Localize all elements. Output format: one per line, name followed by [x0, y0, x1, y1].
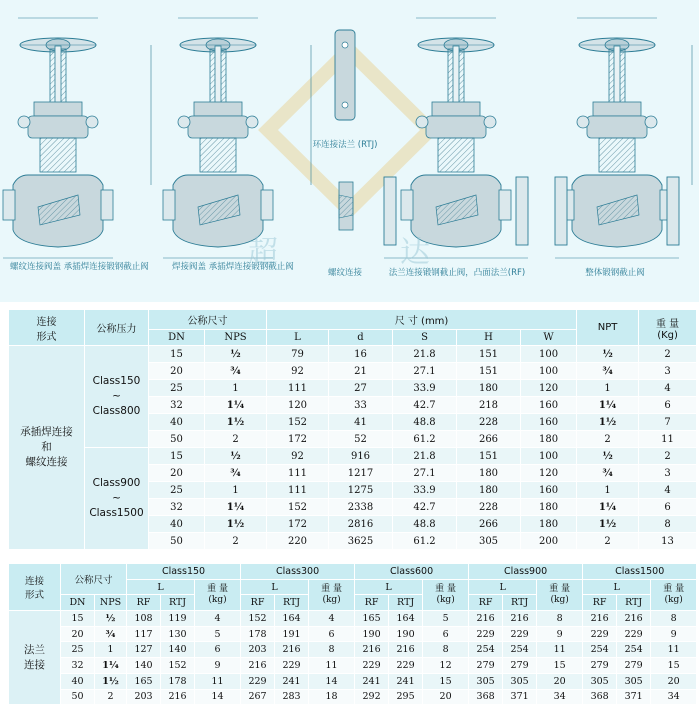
- t2-header-weight: 重 量 (kg): [309, 579, 355, 610]
- t2-header-nominal-size: 公称尺寸: [61, 564, 127, 595]
- t1-header-h: H: [457, 330, 521, 346]
- t2-cell-weight: 9: [651, 626, 697, 642]
- t1-cell-l: 172: [267, 516, 329, 533]
- t2-header-nps: NPS: [95, 595, 127, 611]
- t2-header-weight: 重 量 (kg): [537, 579, 583, 610]
- t2-cell-weight: 11: [651, 642, 697, 658]
- t2-header-weight: 重 量 (kg): [651, 579, 697, 610]
- t1-row: [9, 346, 697, 363]
- t1-header-w: W: [521, 330, 577, 346]
- flanged-dimension-table: [8, 563, 697, 705]
- t1-cell-w: 180: [521, 499, 577, 516]
- t2-header-dn: DN: [61, 595, 95, 611]
- t1-cell-weight: 11: [639, 431, 697, 448]
- t1-cell-s: 61.2: [393, 533, 457, 550]
- t2-header-rtj: RTJ: [275, 595, 309, 611]
- t2-cell-weight: 14: [195, 689, 241, 705]
- t2-header-l: L: [583, 579, 651, 595]
- t1-cell-l: 152: [267, 414, 329, 431]
- t2-cell-rtj: 229: [275, 658, 309, 674]
- t2-header-class-900: Class900: [469, 564, 583, 580]
- t1-cell-npt: 1¼: [577, 499, 639, 516]
- t2-cell-weight: 11: [537, 642, 583, 658]
- t2-header-weight: 重 量 (kg): [195, 579, 241, 610]
- t1-cell-w: 120: [521, 465, 577, 482]
- t2-cell-rtj: 164: [389, 611, 423, 627]
- t2-cell-rf: 292: [355, 689, 389, 705]
- t2-cell-rtj: 190: [389, 626, 423, 642]
- t2-cell-rf: 216: [583, 611, 617, 627]
- t2-cell-nps: 1½: [95, 673, 127, 689]
- t2-cell-rtj: 241: [389, 673, 423, 689]
- t1-cell-weight: 6: [639, 499, 697, 516]
- t1-cell-d: 1275: [329, 482, 393, 499]
- t2-row: [9, 626, 697, 642]
- t2-cell-dn: 20: [61, 626, 95, 642]
- t2-cell-rtj: 216: [617, 611, 651, 627]
- t1-cell-dn: 32: [149, 397, 205, 414]
- t1-cell-d: 1217: [329, 465, 393, 482]
- t2-cell-nps: 1¼: [95, 658, 127, 674]
- t1-pressure-group: Class150 ~ Class800: [85, 346, 149, 448]
- t1-cell-w: 160: [521, 482, 577, 499]
- t1-cell-npt: ½: [577, 448, 639, 465]
- t2-cell-rf: 140: [127, 658, 161, 674]
- valve-flanged: [384, 18, 528, 258]
- t1-cell-d: 3625: [329, 533, 393, 550]
- t2-cell-rf: 305: [469, 673, 503, 689]
- t1-header-d: d: [329, 330, 393, 346]
- t1-body: [9, 346, 697, 550]
- t2-cell-weight: 20: [537, 673, 583, 689]
- t1-cell-w: 100: [521, 363, 577, 380]
- t2-header-rtj: RTJ: [161, 595, 195, 611]
- t1-cell-npt: 1¼: [577, 397, 639, 414]
- t2-header-class-600: Class600: [355, 564, 469, 580]
- t1-header-dimensions: 尺 寸 (mm): [267, 310, 577, 330]
- t2-cell-rf: 203: [127, 689, 161, 705]
- valve-drawings-panel: [0, 0, 699, 302]
- t1-cell-dn: 25: [149, 380, 205, 397]
- t1-cell-dn: 15: [149, 346, 205, 363]
- t2-cell-weight: 11: [309, 658, 355, 674]
- t1-header-connection: 连接 形式: [9, 310, 85, 346]
- t1-cell-h: 228: [457, 499, 521, 516]
- t1-cell-d: 33: [329, 397, 393, 414]
- t2-cell-dn: 15: [61, 611, 95, 627]
- caption-integral: 整体锻钢截止阀: [585, 268, 645, 278]
- t2-cell-weight: 12: [423, 658, 469, 674]
- t1-cell-l: 172: [267, 431, 329, 448]
- t1-cell-dn: 20: [149, 363, 205, 380]
- t1-cell-w: 180: [521, 431, 577, 448]
- t1-cell-s: 27.1: [393, 363, 457, 380]
- t2-header-rf: RF: [127, 595, 161, 611]
- t2-row: [9, 642, 697, 658]
- t1-cell-s: 42.7: [393, 397, 457, 414]
- t1-cell-h: 180: [457, 380, 521, 397]
- t2-cell-rtj: 216: [389, 642, 423, 658]
- t2-cell-rf: 108: [127, 611, 161, 627]
- t2-header-rtj: RTJ: [503, 595, 537, 611]
- t2-cell-weight: 5: [195, 626, 241, 642]
- t2-cell-weight: 20: [651, 673, 697, 689]
- t1-cell-w: 180: [521, 516, 577, 533]
- t2-cell-rtj: 152: [161, 658, 195, 674]
- t2-cell-weight: 14: [309, 673, 355, 689]
- t1-cell-s: 33.9: [393, 380, 457, 397]
- t2-cell-weight: 6: [195, 642, 241, 658]
- t1-cell-npt: 2: [577, 431, 639, 448]
- t2-header-rf: RF: [355, 595, 389, 611]
- valve-integral: [555, 18, 692, 258]
- caption-rtj: 环连接法兰 (RTJ): [312, 140, 378, 150]
- t2-connection-type: 法兰 连接: [9, 611, 61, 705]
- t2-header-weight: 重 量 (kg): [423, 579, 469, 610]
- t2-cell-weight: 8: [537, 611, 583, 627]
- t1-cell-nps: ½: [205, 346, 267, 363]
- t1-cell-dn: 25: [149, 482, 205, 499]
- t1-header-l: L: [267, 330, 329, 346]
- t1-cell-d: 2816: [329, 516, 393, 533]
- t1-cell-weight: 4: [639, 482, 697, 499]
- t2-cell-rtj: 295: [389, 689, 423, 705]
- t1-cell-weight: 3: [639, 363, 697, 380]
- t2-cell-rtj: 371: [617, 689, 651, 705]
- t2-cell-rtj: 279: [617, 658, 651, 674]
- t2-cell-weight: 4: [195, 611, 241, 627]
- t2-cell-rtj: 119: [161, 611, 195, 627]
- t1-cell-weight: 3: [639, 465, 697, 482]
- t1-cell-w: 100: [521, 448, 577, 465]
- t1-cell-h: 151: [457, 363, 521, 380]
- t2-cell-dn: 50: [61, 689, 95, 705]
- t1-cell-npt: ½: [577, 346, 639, 363]
- t1-cell-npt: 2: [577, 533, 639, 550]
- t2-cell-rf: 190: [355, 626, 389, 642]
- t1-cell-l: 111: [267, 380, 329, 397]
- t2-cell-weight: 34: [537, 689, 583, 705]
- t1-cell-s: 21.8: [393, 346, 457, 363]
- t1-cell-npt: 1: [577, 380, 639, 397]
- t2-cell-rf: 368: [583, 689, 617, 705]
- t2-cell-weight: 18: [309, 689, 355, 705]
- t1-cell-h: 266: [457, 516, 521, 533]
- t1-cell-s: 48.8: [393, 516, 457, 533]
- t2-cell-rf: 152: [241, 611, 275, 627]
- t1-cell-nps: 1¼: [205, 397, 267, 414]
- t2-cell-rf: 368: [469, 689, 503, 705]
- t2-cell-weight: 9: [537, 626, 583, 642]
- t1-cell-d: 16: [329, 346, 393, 363]
- t2-cell-rtj: 254: [617, 642, 651, 658]
- t2-cell-rtj: 254: [503, 642, 537, 658]
- t2-cell-weight: 15: [651, 658, 697, 674]
- t2-cell-weight: 6: [423, 626, 469, 642]
- t1-cell-nps: 1½: [205, 414, 267, 431]
- t1-cell-weight: 2: [639, 448, 697, 465]
- t2-cell-rf: 127: [127, 642, 161, 658]
- t1-cell-weight: 2: [639, 346, 697, 363]
- watermark-letter-2: 达: [400, 235, 430, 270]
- t1-cell-d: 21: [329, 363, 393, 380]
- t1-header-s: S: [393, 330, 457, 346]
- t2-cell-rtj: 305: [503, 673, 537, 689]
- t1-cell-h: 218: [457, 397, 521, 414]
- t1-cell-l: 152: [267, 499, 329, 516]
- t1-cell-nps: 2: [205, 533, 267, 550]
- t2-header-connection: 连接 形式: [9, 564, 61, 611]
- t2-cell-weight: 15: [537, 658, 583, 674]
- t1-cell-nps: ¾: [205, 465, 267, 482]
- t2-cell-rf: 203: [241, 642, 275, 658]
- t1-cell-npt: 1½: [577, 516, 639, 533]
- t2-header-rf: RF: [469, 595, 503, 611]
- t2-cell-rf: 267: [241, 689, 275, 705]
- t2-cell-nps: ½: [95, 611, 127, 627]
- t1-cell-w: 120: [521, 380, 577, 397]
- t2-header-rtj: RTJ: [389, 595, 423, 611]
- t1-cell-s: 48.8: [393, 414, 457, 431]
- t2-cell-rtj: 164: [275, 611, 309, 627]
- t1-cell-weight: 7: [639, 414, 697, 431]
- t2-cell-weight: 15: [423, 673, 469, 689]
- t1-cell-d: 916: [329, 448, 393, 465]
- t1-cell-nps: ½: [205, 448, 267, 465]
- t1-header-nominal-size: 公称尺寸: [149, 310, 267, 330]
- t1-cell-h: 180: [457, 482, 521, 499]
- t2-cell-rtj: 283: [275, 689, 309, 705]
- t1-cell-nps: 1: [205, 482, 267, 499]
- t2-cell-rf: 178: [241, 626, 275, 642]
- t2-cell-rtj: 191: [275, 626, 309, 642]
- t2-row: [9, 611, 697, 627]
- t2-cell-weight: 11: [195, 673, 241, 689]
- t1-header-npt: NPT: [577, 310, 639, 346]
- t2-header-rf: RF: [241, 595, 275, 611]
- t1-cell-s: 21.8: [393, 448, 457, 465]
- caption-flanged: 法兰连接锻钢截止阀，凸面法兰(RF): [388, 268, 526, 278]
- t2-cell-rf: 279: [469, 658, 503, 674]
- t1-cell-npt: 1: [577, 482, 639, 499]
- t1-cell-s: 33.9: [393, 482, 457, 499]
- valve-welded-bonnet: [163, 18, 311, 258]
- t1-cell-l: 92: [267, 448, 329, 465]
- t2-header-class-300: Class300: [241, 564, 355, 580]
- t1-cell-h: 228: [457, 414, 521, 431]
- valve-drawings-svg: [0, 0, 699, 302]
- watermark-letter-1: 超: [248, 235, 278, 270]
- caption-valve-1: 螺纹连接阀盖 承插焊连接锻钢截止阀: [10, 262, 149, 272]
- t2-cell-rtj: 279: [503, 658, 537, 674]
- t1-cell-npt: 1½: [577, 414, 639, 431]
- t1-cell-nps: 2: [205, 431, 267, 448]
- t2-header-l: L: [469, 579, 537, 595]
- t1-cell-w: 100: [521, 346, 577, 363]
- t1-cell-h: 266: [457, 431, 521, 448]
- t2-cell-weight: 6: [309, 626, 355, 642]
- t2-cell-dn: 40: [61, 673, 95, 689]
- t2-cell-rf: 279: [583, 658, 617, 674]
- t2-cell-rtj: 241: [275, 673, 309, 689]
- t2-cell-rf: 229: [469, 626, 503, 642]
- t2-cell-rtj: 178: [161, 673, 195, 689]
- t1-cell-l: 120: [267, 397, 329, 414]
- t2-header-l: L: [355, 579, 423, 595]
- t2-cell-weight: 8: [423, 642, 469, 658]
- t2-cell-dn: 32: [61, 658, 95, 674]
- t2-cell-rf: 254: [583, 642, 617, 658]
- t2-cell-weight: 34: [651, 689, 697, 705]
- t2-cell-nps: 1: [95, 642, 127, 658]
- t2-cell-rtj: 305: [617, 673, 651, 689]
- t1-cell-l: 111: [267, 482, 329, 499]
- caption-valve-2: 焊接阀盖 承插焊连接锻钢截止阀: [172, 262, 294, 272]
- t2-cell-nps: 2: [95, 689, 127, 705]
- t2-cell-rf: 241: [355, 673, 389, 689]
- t2-cell-rtj: 216: [275, 642, 309, 658]
- t2-header-l: L: [127, 579, 195, 595]
- valve-threaded-bonnet: [3, 18, 151, 258]
- t2-cell-weight: 5: [423, 611, 469, 627]
- t1-cell-l: 111: [267, 465, 329, 482]
- t2-cell-rf: 229: [241, 673, 275, 689]
- t1-cell-npt: ¾: [577, 465, 639, 482]
- t1-cell-l: 220: [267, 533, 329, 550]
- t1-cell-nps: 1¼: [205, 499, 267, 516]
- t2-header-class-150: Class150: [127, 564, 241, 580]
- t1-cell-s: 61.2: [393, 431, 457, 448]
- t2-cell-rf: 216: [469, 611, 503, 627]
- t1-cell-d: 27: [329, 380, 393, 397]
- t1-cell-weight: 4: [639, 380, 697, 397]
- t2-cell-rf: 305: [583, 673, 617, 689]
- t1-cell-dn: 20: [149, 465, 205, 482]
- t1-cell-dn: 50: [149, 431, 205, 448]
- t2-cell-rtj: 130: [161, 626, 195, 642]
- t1-cell-l: 92: [267, 363, 329, 380]
- t2-cell-rtj: 229: [503, 626, 537, 642]
- t1-row: [9, 448, 697, 465]
- t2-cell-weight: 8: [309, 642, 355, 658]
- t1-cell-s: 27.1: [393, 465, 457, 482]
- t1-cell-npt: ¾: [577, 363, 639, 380]
- t1-cell-s: 42.7: [393, 499, 457, 516]
- t2-cell-weight: 8: [651, 611, 697, 627]
- t1-pressure-group: Class900 ~ Class1500: [85, 448, 149, 550]
- t2-header-rf: RF: [583, 595, 617, 611]
- t2-cell-rtj: 216: [161, 689, 195, 705]
- t2-cell-rf: 229: [355, 658, 389, 674]
- t2-cell-nps: ¾: [95, 626, 127, 642]
- t1-cell-d: 2338: [329, 499, 393, 516]
- t2-cell-rf: 254: [469, 642, 503, 658]
- t1-cell-nps: 1: [205, 380, 267, 397]
- t2-cell-rf: 165: [355, 611, 389, 627]
- t1-cell-nps: 1½: [205, 516, 267, 533]
- t2-cell-rf: 216: [355, 642, 389, 658]
- t1-header-pressure: 公称压力: [85, 310, 149, 346]
- t2-cell-rtj: 371: [503, 689, 537, 705]
- t1-connection-type: 承插焊连接 和 螺纹连接: [9, 346, 85, 550]
- t2-header-class-1500: Class1500: [583, 564, 697, 580]
- t1-cell-w: 160: [521, 397, 577, 414]
- t1-cell-h: 151: [457, 346, 521, 363]
- t2-cell-rtj: 229: [389, 658, 423, 674]
- t1-cell-weight: 6: [639, 397, 697, 414]
- t1-cell-h: 180: [457, 465, 521, 482]
- t2-cell-rtj: 216: [503, 611, 537, 627]
- t2-cell-rf: 229: [583, 626, 617, 642]
- t1-cell-l: 79: [267, 346, 329, 363]
- t1-cell-dn: 50: [149, 533, 205, 550]
- t2-cell-weight: 4: [309, 611, 355, 627]
- t1-header-weight: 重 量 (Kg): [639, 310, 697, 346]
- t2-body: [9, 611, 697, 705]
- t2-row: [9, 673, 697, 689]
- t1-cell-w: 160: [521, 414, 577, 431]
- t1-header-nps: NPS: [205, 330, 267, 346]
- t2-header-l: L: [241, 579, 309, 595]
- t2-cell-dn: 25: [61, 642, 95, 658]
- t1-cell-h: 151: [457, 448, 521, 465]
- t1-cell-dn: 40: [149, 516, 205, 533]
- socket-threaded-dimension-table: [8, 309, 697, 550]
- caption-threaded: 螺纹连接: [327, 268, 362, 278]
- t2-header-rtj: RTJ: [617, 595, 651, 611]
- t1-cell-nps: ¾: [205, 363, 267, 380]
- t1-cell-d: 41: [329, 414, 393, 431]
- t2-cell-rf: 165: [127, 673, 161, 689]
- t1-cell-dn: 15: [149, 448, 205, 465]
- t1-cell-d: 52: [329, 431, 393, 448]
- t1-cell-w: 200: [521, 533, 577, 550]
- t2-cell-rtj: 229: [617, 626, 651, 642]
- t1-header-dn: DN: [149, 330, 205, 346]
- t2-row: [9, 658, 697, 674]
- t1-cell-h: 305: [457, 533, 521, 550]
- t1-cell-dn: 32: [149, 499, 205, 516]
- t2-cell-rtj: 140: [161, 642, 195, 658]
- t2-cell-rf: 216: [241, 658, 275, 674]
- t2-cell-weight: 20: [423, 689, 469, 705]
- t1-cell-weight: 13: [639, 533, 697, 550]
- t1-cell-dn: 40: [149, 414, 205, 431]
- t2-cell-weight: 9: [195, 658, 241, 674]
- t1-cell-weight: 8: [639, 516, 697, 533]
- t2-cell-rf: 117: [127, 626, 161, 642]
- t2-row: [9, 689, 697, 705]
